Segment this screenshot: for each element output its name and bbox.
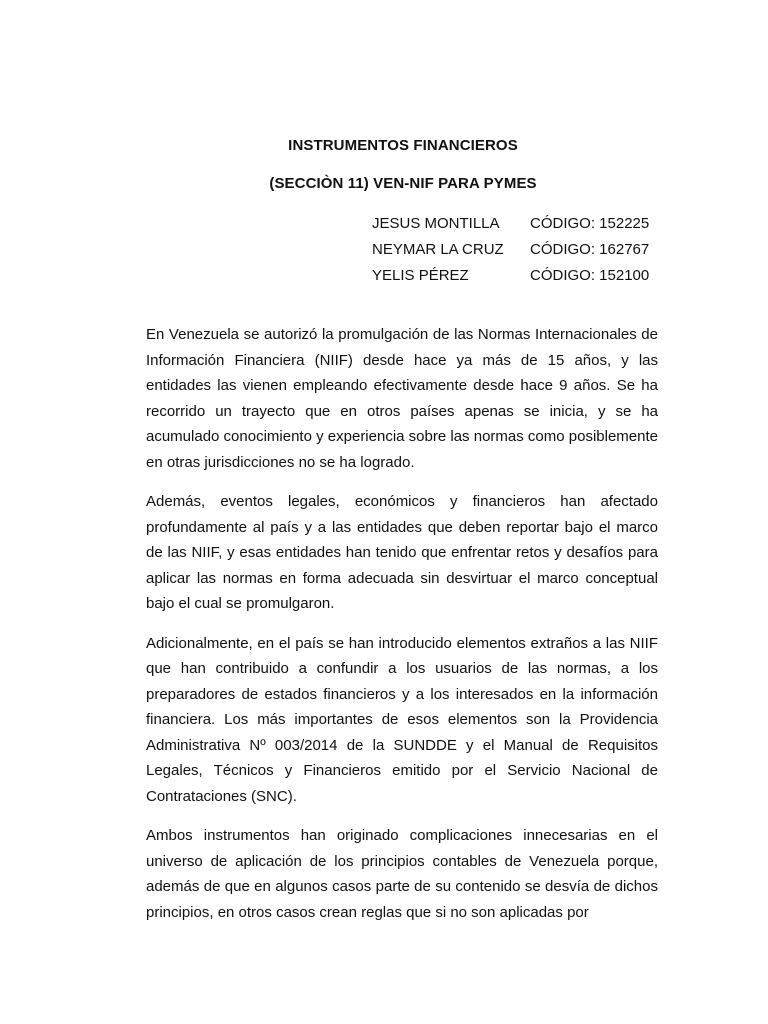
author-row	[372, 211, 649, 237]
author-name: YELIS PÉREZ	[372, 267, 469, 284]
body-paragraph: Además, eventos legales, económicos y financieros han afectado profundamente al país y a las entidades que deben reportar bajo el marco de las NIIF, y esas entidades han tenido que enfrentar retos y desafíos para aplicar las normas en forma adecuada sin desvirtuar el marco conceptual bajo el cual se promulgaron.	[146, 493, 658, 612]
body-paragraph: Ambos instrumentos han originado complicaciones innecesarias en el universo de aplicación de los principios contables de Venezuela porque, además de que en algunos casos parte de su contenido se desvía de dichos principios, en otros casos crean reglas que si no son aplicadas por	[146, 827, 658, 921]
author-code: CÓDIGO: 152100	[530, 267, 650, 284]
document-title: INSTRUMENTOS FINANCIEROS	[288, 137, 518, 154]
body-paragraph: En Venezuela se autorizó la promulgación de las Normas Internacionales de Información Financiera (NIIF) desde hace ya más de 15 años, y las entidades las vienen empleando efectivamente desde hace 9 años. Se ha recorrido un trayecto que en otros países apenas se inicia, y se ha acumulado conocimiento y experiencia sobre las normas como posiblemente en otras jurisdicciones no se ha logrado.	[146, 326, 658, 471]
author-code: CÓDIGO: 162767	[530, 241, 650, 258]
document-body	[146, 322, 658, 939]
author-row	[372, 237, 649, 263]
body-paragraph: Adicionalmente, en el país se han introducido elementos extraños a las NIIF que han contribuido a confundir a los usuarios de las normas, a los preparadores de estados financieros y a los interesados en la información financiera. Los más importantes de esos elementos son la Providencia Administrativa Nº 003/2014 de la SUNDDE y el Manual de Requisitos Legales, Técnicos y Financieros emitido por el Servicio Nacional de Contrataciones (SNC).	[146, 634, 658, 805]
author-code: CÓDIGO: 152225	[530, 215, 650, 232]
document-subtitle: (SECCIÒN 11) VEN-NIF PARA PYMES	[269, 175, 537, 192]
author-list	[372, 211, 649, 289]
author-name: JESUS MONTILLA	[372, 215, 500, 232]
author-name: NEYMAR LA CRUZ	[372, 241, 504, 258]
author-row	[372, 263, 649, 289]
